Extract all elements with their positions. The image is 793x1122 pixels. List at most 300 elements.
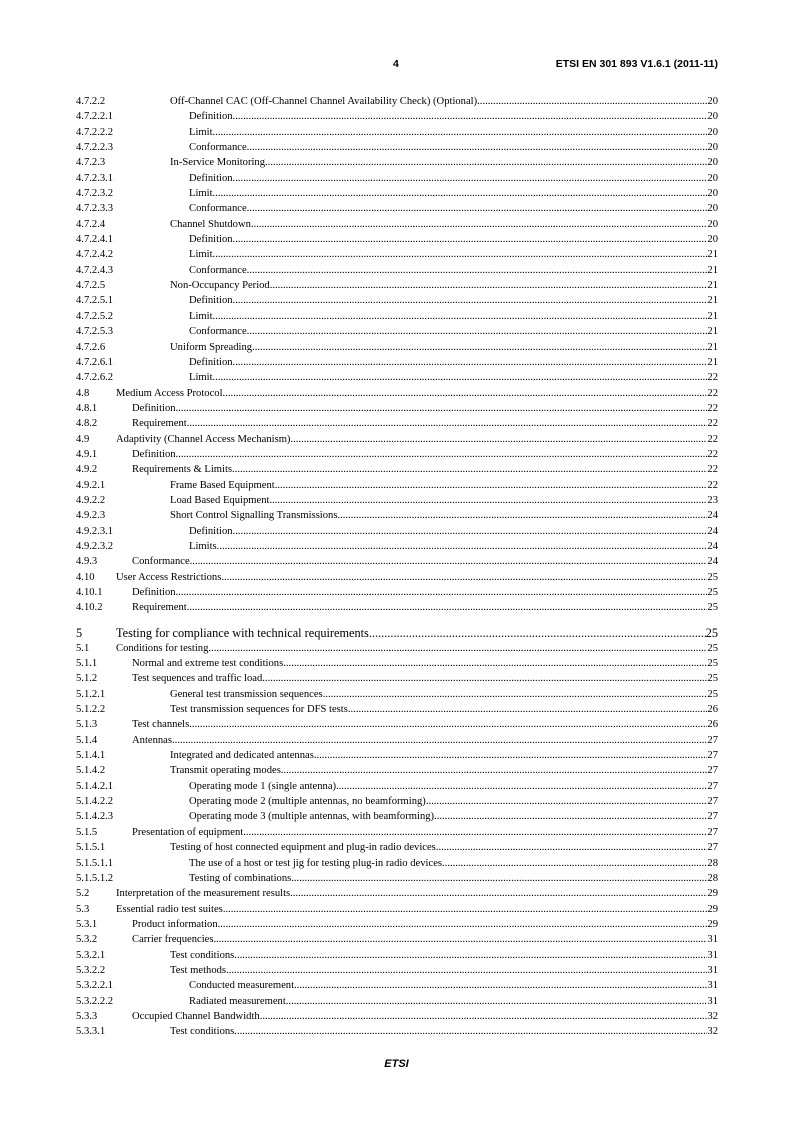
- toc-entry-title: Conformance: [189, 326, 247, 338]
- toc-entry-number: 5.1.4.2.1: [76, 780, 114, 792]
- toc-dot-leader: [176, 447, 708, 462]
- toc-entry-page: 25: [707, 571, 718, 583]
- toc-entry-number: 5.1.2.2: [76, 704, 106, 716]
- toc-entry-page: 25: [707, 602, 718, 614]
- toc-entry-title: The use of a host or test jig for testing plug-in radio devices: [189, 857, 443, 869]
- toc-dot-leader: [290, 886, 707, 901]
- toc-entry-title: Conformance: [189, 203, 247, 215]
- toc-dot-leader: [233, 293, 708, 308]
- toc-entry-page: 20: [707, 172, 718, 184]
- toc-entry-title: Conditions for testing: [116, 642, 209, 654]
- toc-entry-number: 5.1.4.1: [76, 750, 106, 762]
- toc-entry-line: [132, 401, 718, 416]
- toc-entry[interactable]: [76, 871, 718, 886]
- toc-entry[interactable]: [76, 554, 718, 569]
- toc-entry-line: [132, 416, 718, 431]
- toc-entry-title: Load Based Equipment: [170, 494, 270, 506]
- toc-entry-line: [189, 140, 718, 155]
- toc-entry-number: 5.3.3: [76, 1010, 98, 1022]
- toc-entry-number: 4.10.1: [76, 587, 103, 598]
- toc-entry-number: 5.1.3: [76, 719, 98, 731]
- toc-dot-leader: [217, 539, 708, 554]
- toc-dot-leader: [477, 94, 707, 109]
- toc-entry-line: [116, 386, 718, 401]
- toc-entry-number: 4.7.2.6.2: [76, 372, 114, 384]
- toc-entry-title: Frame Based Equipment: [170, 479, 275, 491]
- toc-entry-title: Test channels: [132, 719, 190, 731]
- toc-entry-page: 20: [707, 203, 718, 215]
- toc-entry-line: [189, 309, 718, 324]
- toc-dot-leader: [223, 386, 708, 401]
- toc-entry-line: [189, 109, 718, 124]
- toc-entry-number: 4.7.2.3.3: [76, 203, 114, 215]
- toc-dot-leader: [234, 948, 707, 963]
- toc-entry-title: Operating mode 3 (multiple antennas, with beamforming): [189, 811, 435, 823]
- toc-entry-number: 5.1.5.1.1: [76, 857, 114, 869]
- toc-entry[interactable]: [76, 779, 718, 794]
- toc-entry-page: 20: [707, 188, 718, 200]
- toc-entry-title: Conformance: [132, 556, 190, 568]
- toc-entry-line: [189, 232, 718, 247]
- toc-entry-line: [189, 171, 718, 186]
- toc-entry[interactable]: [76, 293, 718, 308]
- toc-dot-leader: [221, 570, 707, 585]
- toc-entry[interactable]: [76, 109, 718, 124]
- toc-entry-page: 25: [707, 587, 718, 598]
- toc-dot-leader: [275, 478, 708, 493]
- toc-entry[interactable]: [76, 462, 718, 477]
- toc-entry-number: 5.3.2.2.2: [76, 995, 114, 1007]
- toc-entry-number: 4.7.2.4: [76, 218, 106, 230]
- toc-entry-line: [170, 840, 718, 855]
- toc-entry-page: 21: [707, 310, 718, 322]
- toc-entry-page: 26: [707, 704, 718, 716]
- toc-entry-line: [132, 585, 718, 600]
- toc-entry[interactable]: [76, 324, 718, 339]
- toc-entry-number: 4.7.2.6.1: [76, 356, 114, 368]
- toc-entry-page: 21: [707, 295, 718, 307]
- toc-entry-number: 4.7.2.5.1: [76, 295, 114, 307]
- toc-entry[interactable]: [76, 825, 718, 840]
- toc-entry-page: 25: [707, 642, 718, 654]
- toc-dot-leader: [187, 600, 708, 615]
- toc-entry-line: [116, 432, 718, 447]
- toc-entry[interactable]: [76, 201, 718, 216]
- toc-entry-line: [170, 217, 718, 232]
- toc-entry[interactable]: [76, 539, 718, 554]
- toc-entry[interactable]: [76, 994, 718, 1009]
- toc-entry-page: 24: [707, 540, 718, 552]
- toc-entry-line: [189, 794, 718, 809]
- toc-dot-leader: [348, 702, 708, 717]
- toc-entry-page: 32: [707, 1026, 718, 1038]
- toc-entry-title: In-Service Monitoring: [170, 157, 266, 169]
- toc-entry-number: 5.3.2.1: [76, 949, 106, 961]
- toc-entry[interactable]: [76, 401, 718, 416]
- toc-entry-line: [189, 524, 718, 539]
- toc-entry-title: Short Control Signalling Transmissions: [170, 510, 338, 522]
- toc-entry-page: 31: [707, 980, 718, 992]
- toc-entry[interactable]: [76, 794, 718, 809]
- toc-dot-leader: [283, 656, 707, 671]
- toc-entry-line: [189, 355, 718, 370]
- table-of-contents: [76, 94, 718, 1040]
- toc-entry[interactable]: [76, 524, 718, 539]
- toc-entry-title: Test conditions: [170, 1026, 235, 1038]
- toc-entry-title: Conformance: [189, 142, 247, 154]
- toc-entry-number: 5.3: [76, 903, 90, 915]
- toc-entry-title: Non-Occupancy Period: [170, 280, 270, 292]
- toc-entry-title: Essential radio test suites: [116, 903, 223, 915]
- toc-entry-number: 4.7.2.5: [76, 280, 106, 292]
- toc-entry-page: 21: [707, 326, 718, 338]
- toc-dot-leader: [190, 554, 708, 569]
- toc-entry-line: [189, 293, 718, 308]
- toc-entry[interactable]: [76, 155, 718, 170]
- toc-entry[interactable]: [76, 432, 718, 447]
- toc-entry[interactable]: [76, 355, 718, 370]
- toc-entry[interactable]: [76, 641, 718, 656]
- toc-entry-line: [132, 825, 718, 840]
- toc-entry-line: [170, 478, 718, 493]
- toc-entry-title: Operating mode 1 (single antenna): [189, 780, 337, 792]
- toc-entry-line: [189, 779, 718, 794]
- toc-entry-line: [170, 748, 718, 763]
- toc-entry-title: Transmit operating modes: [170, 765, 281, 777]
- toc-entry-title: Definition: [189, 356, 233, 368]
- toc-entry-page: 29: [707, 903, 718, 915]
- toc-entry[interactable]: [76, 263, 718, 278]
- toc-entry-title: Uniform Spreading: [170, 341, 253, 353]
- toc-entry-page: 22: [707, 418, 718, 430]
- toc-entry[interactable]: [76, 748, 718, 763]
- toc-dot-leader: [270, 278, 708, 293]
- toc-entry[interactable]: [76, 656, 718, 671]
- toc-entry-page: 28: [707, 872, 718, 884]
- toc-dot-leader: [323, 687, 708, 702]
- toc-entry-page: 28: [707, 857, 718, 869]
- toc-entry[interactable]: [76, 447, 718, 462]
- toc-entry-number: 5.1: [76, 642, 90, 654]
- toc-entry-number: 4.9.1: [76, 448, 98, 460]
- toc-entry-number: 5.1.1: [76, 658, 98, 670]
- toc-entry[interactable]: [76, 570, 718, 585]
- toc-entry[interactable]: [76, 247, 718, 262]
- toc-entry[interactable]: [76, 886, 718, 901]
- toc-entry[interactable]: [76, 902, 718, 917]
- toc-entry-number: 4.7.2.2: [76, 96, 106, 107]
- toc-entry-number: 5.1.2: [76, 673, 98, 685]
- toc-dot-leader: [336, 779, 707, 794]
- toc-entry[interactable]: [76, 963, 718, 978]
- toc-entry[interactable]: [76, 416, 718, 431]
- toc-entry-title: Medium Access Protocol: [116, 387, 223, 399]
- toc-entry-number: 4.9.2.3.2: [76, 540, 114, 552]
- toc-entry-number: 4.7.2.5.3: [76, 326, 114, 338]
- toc-dot-leader: [426, 794, 708, 809]
- toc-entry-title: Limits: [189, 540, 217, 552]
- toc-dot-leader: [247, 324, 708, 339]
- toc-entry-page: 22: [707, 464, 718, 476]
- toc-dot-leader: [233, 232, 708, 247]
- toc-entry-page: 20: [707, 234, 718, 246]
- page-number: 4: [393, 58, 399, 70]
- toc-entry-title: Conducted measurement: [189, 980, 295, 992]
- toc-dot-leader: [442, 856, 707, 871]
- toc-entry[interactable]: [76, 140, 718, 155]
- toc-entry-number: 4.7.2.4.3: [76, 264, 114, 276]
- toc-entry-page: 24: [707, 525, 718, 537]
- toc-entry-page: 23: [707, 494, 718, 506]
- toc-entry-number: 4.8.1: [76, 402, 98, 414]
- toc-entry-line: [132, 462, 718, 477]
- toc-entry[interactable]: [76, 585, 718, 600]
- toc-entry[interactable]: [76, 478, 718, 493]
- toc-entry-number: 4.7.2.2.1: [76, 111, 114, 123]
- toc-dot-leader: [281, 763, 708, 778]
- toc-entry-title: Testing of combinations: [189, 872, 292, 884]
- toc-entry-line: [170, 493, 718, 508]
- toc-entry-line: [189, 994, 718, 1009]
- toc-entry-number: 4.8: [76, 387, 90, 399]
- toc-entry[interactable]: [76, 978, 718, 993]
- toc-entry-line: [116, 902, 718, 917]
- toc-entry-line: [189, 856, 718, 871]
- toc-entry-line: [170, 948, 718, 963]
- document-id: ETSI EN 301 893 V1.6.1 (2011-11): [555, 58, 718, 70]
- toc-entry-page: 29: [707, 888, 718, 900]
- toc-entry-line: [170, 155, 718, 170]
- toc-entry-number: 4.9.2.1: [76, 479, 106, 491]
- toc-entry-title: Limit: [189, 310, 213, 322]
- toc-entry[interactable]: [76, 1024, 718, 1039]
- toc-entry-number: 5.3.3.1: [76, 1026, 106, 1038]
- toc-entry-title: Requirement: [132, 602, 187, 614]
- toc-entry-number: 5.1.5: [76, 826, 98, 838]
- toc-entry[interactable]: [76, 932, 718, 947]
- toc-entry-line: [189, 125, 718, 140]
- toc-entry-page: 32: [707, 1010, 718, 1022]
- toc-entry-line: [132, 733, 718, 748]
- toc-dot-leader: [262, 671, 707, 686]
- toc-dot-leader: [213, 309, 708, 324]
- toc-entry-number: 4.9.2.3.1: [76, 525, 114, 537]
- toc-entry[interactable]: [76, 717, 718, 732]
- toc-entry[interactable]: [76, 733, 718, 748]
- toc-entry-line: [116, 641, 718, 656]
- toc-entry-title: User Access Restrictions: [116, 571, 222, 583]
- toc-entry[interactable]: [76, 948, 718, 963]
- toc-dot-leader: [252, 340, 707, 355]
- toc-entry[interactable]: [76, 856, 718, 871]
- toc-entry-title: General test transmission sequences: [170, 688, 323, 700]
- toc-entry[interactable]: [76, 340, 718, 355]
- toc-entry[interactable]: [76, 278, 718, 293]
- toc-dot-leader: [233, 109, 708, 124]
- page-header: [0, 58, 793, 74]
- toc-entry-line: [189, 370, 718, 385]
- toc-entry[interactable]: [76, 493, 718, 508]
- toc-entry-title: Definition: [132, 402, 176, 414]
- toc-entry-title: Normal and extreme test conditions: [132, 658, 284, 670]
- toc-dot-leader: [294, 978, 707, 993]
- toc-entry-line: [189, 539, 718, 554]
- toc-entry-page: 20: [707, 111, 718, 123]
- toc-dot-leader: [260, 1009, 708, 1024]
- toc-entry-page: 22: [707, 372, 718, 384]
- toc-entry-title: Test conditions: [170, 949, 235, 961]
- toc-dot-leader: [233, 355, 708, 370]
- toc-entry-number: 5.3.1: [76, 918, 98, 930]
- toc-entry-title: Interpretation of the measurement results: [116, 888, 291, 900]
- toc-entry-page: 31: [707, 995, 718, 1007]
- toc-entry-page: 21: [707, 249, 718, 261]
- toc-dot-leader: [213, 247, 708, 262]
- toc-entry-number: 5.1.5.1.2: [76, 872, 114, 884]
- toc-entry-page: 27: [707, 765, 718, 777]
- toc-entry-title: Channel Shutdown: [170, 218, 251, 230]
- toc-entry-number: 5.1.5.1: [76, 842, 106, 854]
- toc-entry-line: [132, 447, 718, 462]
- toc-entry-line: [132, 717, 718, 732]
- toc-entry-title: Carrier frequencies: [132, 934, 214, 946]
- toc-entry-line: [170, 340, 718, 355]
- toc-entry-line: [132, 554, 718, 569]
- toc-entry-line: [170, 508, 718, 523]
- toc-entry-title: Testing for compliance with technical requirements: [116, 625, 369, 640]
- toc-entry-page: 27: [707, 780, 718, 792]
- toc-entry-page: 20: [707, 126, 718, 138]
- toc-entry-number: 4.10.2: [76, 602, 103, 614]
- toc-entry-line: [189, 978, 718, 993]
- toc-entry-title: Definition: [132, 448, 176, 460]
- toc-entry-page: 27: [707, 826, 718, 838]
- toc-entry-number: 4.7.2.2.3: [76, 142, 114, 154]
- toc-entry[interactable]: [76, 94, 718, 109]
- toc-dot-leader: [226, 963, 707, 978]
- toc-entry-number: 4.9.2: [76, 464, 98, 476]
- toc-entry-title: Radiated measurement: [189, 995, 286, 1007]
- footer-etsi: ETSI: [384, 1058, 409, 1070]
- toc-entry-title: Definition: [189, 525, 233, 537]
- toc-entry-page: 20: [707, 157, 718, 169]
- toc-dot-leader: [434, 809, 707, 824]
- toc-dot-leader: [187, 416, 708, 431]
- toc-entry-page: 22: [707, 479, 718, 491]
- toc-dot-leader: [172, 733, 707, 748]
- toc-entry-line: [170, 963, 718, 978]
- toc-entry-number: 4.9.3: [76, 556, 98, 568]
- toc-entry-title: Limit: [189, 372, 213, 384]
- toc-entry-line: [116, 625, 718, 641]
- toc-entry-title: Limit: [189, 126, 213, 138]
- toc-entry[interactable]: [76, 671, 718, 686]
- toc-entry-line: [132, 917, 718, 932]
- toc-dot-leader: [251, 217, 707, 232]
- toc-dot-leader: [213, 186, 708, 201]
- toc-entry[interactable]: [76, 917, 718, 932]
- toc-entry[interactable]: [76, 370, 718, 385]
- toc-dot-leader: [243, 825, 707, 840]
- toc-entry-title: Definition: [132, 587, 176, 598]
- toc-entry-page: 20: [707, 96, 718, 107]
- toc-entry-number: 4.7.2.5.2: [76, 310, 114, 322]
- toc-entry-line: [170, 687, 718, 702]
- toc-entry[interactable]: [76, 217, 718, 232]
- toc-entry-page: 21: [707, 264, 718, 276]
- toc-entry-page: 21: [707, 341, 718, 353]
- toc-entry[interactable]: [76, 508, 718, 523]
- toc-entry-number: 5.1.4.2.3: [76, 811, 114, 823]
- toc-entry-page: 27: [707, 796, 718, 808]
- toc-entry-page: 22: [707, 448, 718, 460]
- toc-entry[interactable]: [76, 386, 718, 401]
- toc-entry[interactable]: [76, 125, 718, 140]
- toc-dot-leader: [213, 932, 707, 947]
- toc-entry-line: [189, 247, 718, 262]
- toc-entry[interactable]: [76, 687, 718, 702]
- toc-entry-line: [132, 600, 718, 615]
- toc-dot-leader: [247, 140, 708, 155]
- toc-entry-line: [189, 324, 718, 339]
- toc-entry-line: [189, 201, 718, 216]
- toc-entry-title: Limit: [189, 188, 213, 200]
- toc-entry-title: Test transmission sequences for DFS tests: [170, 704, 348, 716]
- toc-entry[interactable]: [76, 702, 718, 717]
- toc-entry-title: Operating mode 2 (multiple antennas, no beamforming): [189, 796, 426, 808]
- toc-entry-title: Requirements & Limits: [132, 464, 233, 476]
- toc-entry[interactable]: [76, 186, 718, 201]
- toc-entry[interactable]: [76, 232, 718, 247]
- toc-entry[interactable]: [76, 763, 718, 778]
- toc-entry-line: [189, 263, 718, 278]
- toc-entry[interactable]: [76, 625, 718, 641]
- toc-entry[interactable]: [76, 600, 718, 615]
- toc-entry-title: Adaptivity (Channel Access Mechanism): [116, 433, 291, 445]
- toc-entry-number: 5.1.4: [76, 734, 98, 746]
- toc-entry-line: [170, 278, 718, 293]
- toc-entry-page: 31: [707, 949, 718, 961]
- toc-dot-leader: [337, 508, 707, 523]
- toc-entry-number: 4.9.2.3: [76, 510, 106, 522]
- toc-entry-title: Product information: [132, 918, 218, 930]
- toc-entry-number: 4.9: [76, 433, 90, 445]
- toc-entry[interactable]: [76, 309, 718, 324]
- toc-entry[interactable]: [76, 171, 718, 186]
- toc-entry-number: 4.7.2.6: [76, 341, 106, 353]
- toc-entry-title: Occupied Channel Bandwidth: [132, 1010, 260, 1022]
- toc-entry-number: 4.7.2.4.2: [76, 249, 114, 261]
- toc-entry-line: [132, 656, 718, 671]
- toc-entry-title: Presentation of equipment: [132, 826, 244, 838]
- toc-entry-line: [170, 94, 718, 109]
- toc-entry-line: [170, 702, 718, 717]
- toc-entry-number: 5.1.4.2: [76, 765, 106, 777]
- toc-entry-page: 21: [707, 356, 718, 368]
- toc-entry-line: [132, 932, 718, 947]
- toc-entry-page: 27: [707, 750, 718, 762]
- toc-entry-title: Test sequences and traffic load: [132, 673, 263, 685]
- toc-entry[interactable]: [76, 840, 718, 855]
- toc-entry-line: [170, 1024, 718, 1039]
- toc-entry-title: Off-Channel CAC (Off-Channel Channel Availability Check) (Optional): [170, 96, 478, 107]
- toc-dot-leader: [247, 263, 708, 278]
- toc-entry[interactable]: [76, 809, 718, 824]
- toc-entry-number: 4.7.2.3.2: [76, 188, 114, 200]
- toc-dot-leader: [269, 493, 707, 508]
- toc-entry[interactable]: [76, 1009, 718, 1024]
- toc-entry-title: Definition: [189, 295, 233, 307]
